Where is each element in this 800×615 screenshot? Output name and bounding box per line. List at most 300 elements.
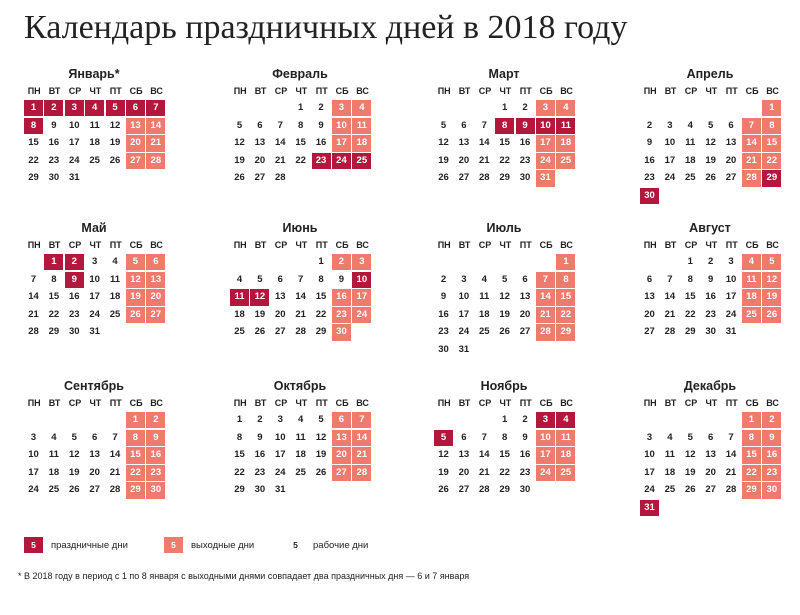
week-row — [24, 135, 174, 152]
weekday-header: ВС — [356, 398, 369, 408]
day-cell: 18 — [109, 291, 121, 303]
weekday-header: СБ — [129, 86, 143, 96]
day-cell: 3 — [352, 254, 371, 270]
day-cell: 7 — [277, 119, 283, 131]
day-cell: 22 — [742, 465, 761, 481]
day-cell: 22 — [234, 466, 245, 478]
day-cell: 9 — [257, 431, 263, 443]
weekday-header: ЧТ — [705, 240, 718, 250]
day-cell-empty — [762, 500, 781, 516]
day-cell: 10 — [664, 137, 676, 149]
week-row — [24, 153, 174, 170]
day-cell: 25 — [684, 172, 696, 184]
month-block — [230, 66, 380, 188]
day-cell: 3 — [728, 256, 734, 267]
day-cell: 9 — [146, 430, 165, 446]
weekday-header: СР — [274, 398, 288, 408]
day-cell: 1 — [502, 414, 508, 425]
weekday-header: ВТ — [664, 86, 677, 96]
day-cell: 3 — [667, 119, 673, 131]
week-row — [230, 254, 380, 271]
day-cell-empty — [85, 170, 104, 186]
day-cell: 18 — [478, 308, 490, 320]
day-cell: 4 — [85, 100, 104, 116]
day-cell: 16 — [519, 449, 531, 461]
day-cell-empty — [722, 188, 741, 204]
weekday-header: ВС — [766, 240, 779, 250]
day-cell: 18 — [556, 135, 575, 151]
weekday-header: ПТ — [519, 240, 532, 250]
day-cell: 23 — [519, 154, 531, 166]
week-row — [230, 412, 380, 429]
day-cell-empty — [640, 412, 659, 428]
day-cell: 25 — [556, 153, 575, 169]
day-cell: 18 — [89, 137, 100, 149]
weekday-header-row — [640, 83, 790, 100]
weekday-header: ПТ — [109, 240, 122, 250]
day-cell: 4 — [352, 100, 371, 116]
day-cell: 14 — [478, 137, 490, 149]
day-cell: 8 — [762, 118, 781, 134]
month-block — [24, 378, 174, 500]
day-cell: 9 — [318, 119, 324, 131]
legend-swatch-workday: 5 — [286, 537, 305, 553]
day-cell: 24 — [352, 307, 371, 323]
month-block — [230, 378, 380, 500]
day-cell: 25 — [742, 307, 761, 323]
week-row — [24, 118, 174, 135]
day-cell: 19 — [234, 154, 245, 166]
day-cell: 24 — [28, 484, 39, 496]
weekday-header: ПН — [437, 86, 451, 96]
day-cell-empty — [495, 342, 514, 358]
day-cell: 4 — [51, 431, 57, 443]
day-cell: 20 — [725, 154, 737, 166]
day-cell: 31 — [68, 172, 80, 184]
day-cell: 23 — [146, 465, 165, 481]
day-cell: 17 — [332, 135, 351, 151]
day-cell-empty — [742, 188, 761, 204]
day-cell: 5 — [106, 100, 125, 116]
day-cell: 10 — [352, 272, 371, 288]
day-cell: 11 — [110, 273, 121, 285]
day-cell: 30 — [68, 326, 80, 338]
day-cell-empty — [536, 254, 555, 270]
day-cell: 18 — [48, 466, 60, 478]
day-cell: 21 — [295, 308, 306, 320]
day-cell: 12 — [705, 137, 716, 149]
day-cell-empty — [312, 170, 331, 186]
day-cell: 17 — [89, 291, 100, 303]
week-row — [640, 447, 790, 464]
day-cell: 31 — [274, 484, 286, 496]
month-name: Июнь — [282, 221, 318, 235]
day-cell-empty — [454, 254, 473, 270]
day-cell-empty — [722, 412, 741, 428]
weekday-header: ВС — [766, 86, 779, 96]
week-row — [640, 118, 790, 135]
day-cell: 27 — [519, 326, 531, 338]
day-cell: 9 — [338, 273, 345, 285]
day-cell: 7 — [481, 431, 487, 443]
weekday-header: ВТ — [664, 398, 677, 408]
week-row — [434, 342, 584, 359]
day-cell: 1 — [24, 100, 43, 116]
day-cell: 24 — [89, 308, 100, 320]
weekday-header: ПН — [27, 398, 41, 408]
day-cell: 16 — [315, 137, 327, 149]
day-cell: 28 — [664, 326, 676, 338]
day-cell: 5 — [440, 119, 447, 131]
weekday-header: СБ — [335, 398, 349, 408]
day-cell: 16 — [762, 447, 781, 463]
day-cell: 9 — [440, 291, 447, 303]
weekday-header: ПТ — [315, 86, 328, 96]
day-cell: 14 — [28, 291, 39, 303]
weekday-header: СР — [274, 240, 288, 250]
day-cell: 4 — [687, 119, 693, 131]
weekday-header: ПН — [437, 240, 451, 250]
day-cell: 25 — [556, 465, 575, 481]
day-cell: 25 — [109, 308, 121, 320]
day-cell-empty — [271, 254, 290, 270]
day-cell: 21 — [536, 307, 555, 323]
month-name: Май — [81, 221, 107, 235]
day-cell: 20 — [254, 154, 266, 166]
day-cell: 14 — [352, 430, 371, 446]
weekday-header: СР — [684, 398, 698, 408]
day-cell: 5 — [318, 414, 324, 425]
day-cell: 5 — [502, 273, 508, 285]
month-block — [640, 66, 790, 206]
day-cell: 17 — [536, 135, 555, 151]
day-cell: 26 — [254, 326, 266, 338]
day-cell: 18 — [234, 308, 245, 320]
weekday-header: ЧТ — [499, 86, 512, 96]
weekday-header: ЧТ — [705, 86, 718, 96]
weekday-header: ВС — [356, 240, 369, 250]
day-cell: 18 — [664, 466, 676, 478]
week-row — [434, 447, 584, 464]
day-cell: 27 — [725, 172, 737, 184]
day-cell: 4 — [481, 273, 487, 285]
day-cell-empty — [556, 482, 575, 498]
weekday-header: СБ — [129, 240, 143, 250]
weekday-header: ВС — [560, 240, 573, 250]
day-cell: 10 — [28, 449, 39, 461]
day-cell: 20 — [126, 135, 145, 151]
day-cell: 24 — [644, 484, 655, 496]
day-cell: 20 — [458, 154, 470, 166]
day-cell: 25 — [664, 484, 676, 496]
weekday-header: ЧТ — [89, 240, 102, 250]
weekday-header: ВТ — [254, 398, 267, 408]
day-cell: 25 — [89, 154, 100, 166]
day-cell: 26 — [438, 172, 449, 184]
day-cell: 5 — [708, 119, 714, 131]
weekday-header: ЧТ — [295, 86, 308, 96]
day-cell: 23 — [254, 466, 266, 478]
weekday-header: ВС — [766, 398, 779, 408]
day-cell: 16 — [254, 449, 266, 461]
day-cell: 16 — [146, 447, 165, 463]
day-cell: 14 — [536, 289, 555, 305]
weekday-header: ЧТ — [89, 398, 102, 408]
day-cell: 14 — [742, 135, 761, 151]
day-cell: 23 — [705, 308, 716, 320]
day-cell: 8 — [51, 273, 57, 285]
weekday-header: ВС — [560, 398, 573, 408]
day-cell: 28 — [478, 172, 490, 184]
day-cell: 28 — [352, 465, 371, 481]
day-cell-empty — [85, 412, 104, 428]
day-cell: 29 — [234, 484, 245, 496]
weekday-header: ПН — [643, 240, 657, 250]
day-cell: 29 — [762, 170, 781, 186]
day-cell: 11 — [742, 272, 761, 288]
day-cell-empty — [106, 170, 125, 186]
day-cell-empty — [660, 500, 679, 516]
day-cell: 1 — [44, 254, 63, 270]
weekday-header: ВС — [560, 86, 573, 96]
day-cell: 30 — [438, 343, 449, 355]
day-cell: 27 — [146, 307, 165, 323]
weekday-header-row — [434, 237, 584, 254]
day-cell: 17 — [352, 289, 371, 305]
day-cell-empty — [681, 100, 700, 116]
day-cell-empty — [126, 170, 145, 186]
day-cell: 29 — [556, 324, 575, 340]
day-cell: 15 — [499, 449, 510, 461]
weekday-header-row — [230, 237, 380, 254]
day-cell: 9 — [51, 119, 57, 131]
weekday-header: СБ — [539, 398, 553, 408]
week-row — [230, 118, 380, 135]
day-cell-empty — [722, 100, 741, 116]
weekday-header-row — [24, 83, 174, 100]
week-row — [434, 482, 584, 499]
legend-label-weekend: выходные дни — [191, 539, 255, 551]
weekday-header: ПН — [27, 240, 41, 250]
day-cell: 4 — [112, 256, 118, 267]
week-row — [434, 289, 584, 306]
day-cell: 12 — [762, 272, 781, 288]
day-cell: 3 — [92, 256, 98, 267]
day-cell-empty — [291, 170, 310, 186]
day-cell: 20 — [89, 466, 100, 478]
day-cell: 16 — [519, 137, 531, 149]
week-row — [434, 412, 584, 429]
week-row — [640, 412, 790, 429]
day-cell: 20 — [458, 466, 470, 478]
day-cell: 26 — [438, 484, 449, 496]
day-cell-empty — [516, 342, 535, 358]
week-row — [230, 447, 380, 464]
day-cell-empty — [250, 100, 269, 116]
day-cell: 2 — [522, 414, 528, 425]
day-cell: 13 — [146, 272, 165, 288]
day-cell-empty — [271, 100, 290, 116]
legend-item-weekend — [164, 536, 254, 554]
week-row — [434, 254, 584, 271]
weekday-header: ВС — [356, 86, 369, 96]
day-cell: 1 — [236, 414, 243, 425]
day-cell: 15 — [762, 135, 781, 151]
month-name: Январь* — [68, 67, 120, 81]
day-cell: 10 — [536, 118, 555, 134]
weekday-header: ПН — [233, 240, 247, 250]
week-row — [434, 307, 584, 324]
day-cell: 3 — [332, 100, 351, 116]
week-row — [230, 482, 380, 499]
day-cell: 29 — [28, 172, 39, 184]
day-cell: 11 — [556, 430, 575, 446]
weekday-header: ПТ — [315, 240, 328, 250]
day-cell: 28 — [274, 172, 286, 184]
day-cell: 13 — [126, 118, 145, 134]
day-cell-empty — [660, 412, 679, 428]
day-cell: 19 — [499, 308, 510, 320]
day-cell-empty — [146, 170, 165, 186]
day-cell: 8 — [495, 118, 514, 134]
day-cell: 31 — [458, 343, 470, 355]
day-cell: 26 — [705, 172, 716, 184]
day-cell: 8 — [298, 119, 304, 131]
day-cell: 17 — [536, 447, 555, 463]
weekday-header: ЧТ — [499, 398, 512, 408]
day-cell: 22 — [556, 307, 575, 323]
weekday-header: ЧТ — [295, 398, 308, 408]
weekday-header: ВТ — [48, 86, 61, 96]
week-row — [24, 482, 174, 499]
day-cell-empty — [146, 324, 165, 340]
day-cell: 25 — [295, 466, 306, 478]
day-cell: 12 — [68, 449, 80, 461]
weekday-header: ВС — [150, 240, 163, 250]
day-cell: 15 — [742, 447, 761, 463]
day-cell: 19 — [109, 137, 121, 149]
day-cell: 7 — [298, 273, 304, 285]
day-cell-empty — [701, 412, 720, 428]
day-cell: 15 — [684, 291, 696, 303]
day-cell-empty — [701, 500, 720, 516]
day-cell-empty — [681, 188, 700, 204]
weekday-header: СР — [68, 398, 82, 408]
day-cell: 10 — [725, 273, 737, 285]
day-cell-empty — [660, 254, 679, 270]
weekday-header: ПН — [233, 398, 247, 408]
day-cell: 14 — [109, 449, 121, 461]
day-cell: 10 — [458, 291, 470, 303]
day-cell: 25 — [234, 326, 245, 338]
day-cell: 20 — [519, 308, 531, 320]
day-cell: 17 — [274, 449, 286, 461]
day-cell: 8 — [687, 273, 693, 285]
weekday-header: СБ — [539, 86, 553, 96]
weekday-header: ПТ — [315, 398, 328, 408]
day-cell: 12 — [250, 289, 269, 305]
day-cell: 30 — [705, 326, 716, 338]
day-cell: 6 — [257, 119, 263, 131]
day-cell: 13 — [89, 449, 100, 461]
day-cell-empty — [106, 324, 125, 340]
day-cell-empty — [230, 100, 249, 116]
day-cell: 21 — [742, 153, 761, 169]
day-cell: 1 — [687, 256, 693, 267]
day-cell: 1 — [318, 256, 324, 267]
week-row — [24, 272, 174, 289]
weekday-header: ПН — [643, 398, 657, 408]
week-row — [24, 307, 174, 324]
day-cell-empty — [24, 412, 43, 428]
day-cell: 24 — [664, 172, 676, 184]
weekday-header: СБ — [129, 398, 143, 408]
day-cell: 22 — [499, 466, 510, 478]
day-cell: 30 — [48, 172, 60, 184]
day-cell: 9 — [708, 273, 714, 285]
day-cell: 1 — [556, 254, 575, 270]
month-block — [434, 220, 584, 360]
weekday-header: ВС — [150, 398, 163, 408]
day-cell: 24 — [274, 466, 286, 478]
day-cell: 14 — [295, 291, 306, 303]
day-cell: 2 — [44, 100, 63, 116]
day-cell: 3 — [277, 414, 283, 425]
day-cell: 16 — [48, 137, 60, 149]
day-cell: 30 — [146, 482, 165, 498]
day-cell: 14 — [725, 449, 737, 461]
day-cell: 15 — [28, 137, 39, 149]
day-cell: 20 — [705, 466, 716, 478]
day-cell: 12 — [438, 137, 449, 149]
day-cell: 27 — [89, 484, 100, 496]
month-name: Апрель — [686, 67, 734, 81]
day-cell: 6 — [522, 273, 528, 285]
week-row — [230, 289, 380, 306]
day-cell: 18 — [295, 449, 306, 461]
day-cell: 10 — [332, 118, 351, 134]
weekday-header-row — [434, 395, 584, 412]
weekday-header: СР — [68, 86, 82, 96]
day-cell-empty — [434, 412, 453, 428]
month-name: Октябрь — [273, 379, 327, 393]
day-cell: 21 — [664, 308, 676, 320]
weekday-header: СБ — [745, 398, 759, 408]
day-cell: 17 — [664, 154, 676, 166]
day-cell-empty — [44, 412, 63, 428]
day-cell: 5 — [434, 430, 453, 446]
day-cell: 4 — [298, 414, 304, 425]
day-cell: 23 — [332, 307, 351, 323]
day-cell: 6 — [92, 431, 98, 443]
week-row — [640, 254, 790, 271]
day-cell: 29 — [684, 326, 696, 338]
day-cell: 28 — [478, 484, 490, 496]
day-cell: 13 — [458, 449, 470, 461]
weekday-header: СР — [684, 240, 698, 250]
month-block — [640, 378, 790, 518]
day-cell-empty — [434, 254, 453, 270]
week-row — [640, 135, 790, 152]
day-cell: 11 — [685, 137, 696, 149]
weekday-header: ВТ — [664, 240, 677, 250]
day-cell: 17 — [725, 291, 737, 303]
day-cell: 2 — [762, 412, 781, 428]
weekday-header: ВТ — [458, 240, 471, 250]
day-cell: 31 — [89, 326, 100, 338]
week-row — [24, 447, 174, 464]
day-cell: 16 — [68, 291, 80, 303]
